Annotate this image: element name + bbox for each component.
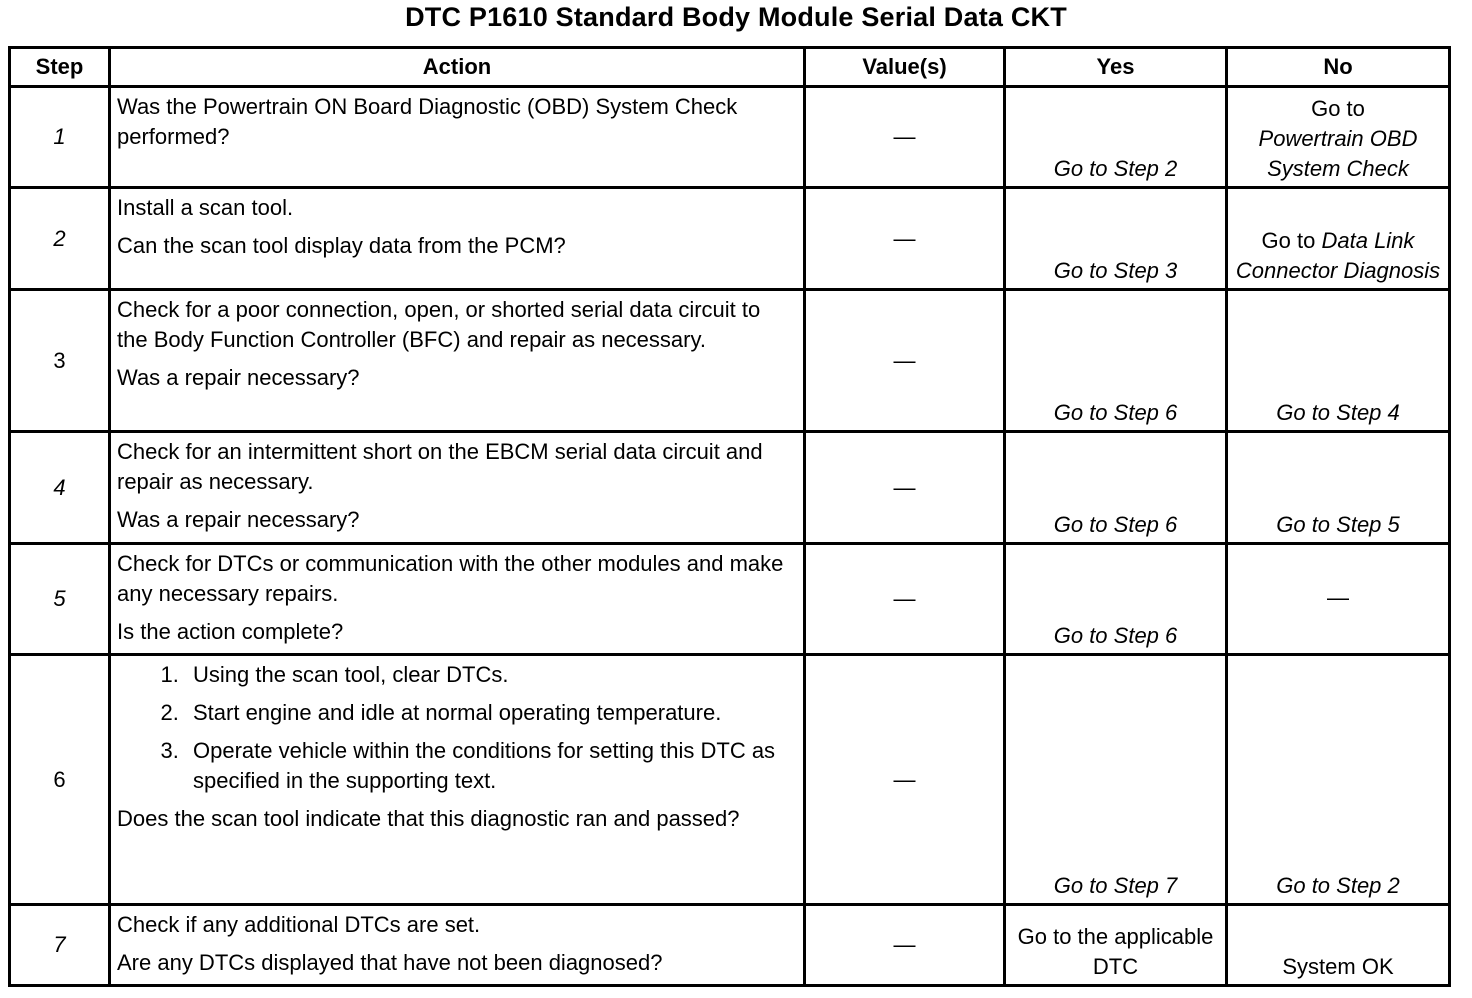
action-steps-list xyxy=(117,660,795,796)
action-question: Are any DTCs displayed that have not been diagnosed? xyxy=(117,950,663,975)
table-row xyxy=(10,905,1450,986)
value-cell: — xyxy=(805,87,1005,188)
action-cell xyxy=(110,655,805,905)
action-text: Check if any additional DTCs are set. xyxy=(117,912,481,937)
list-item: 3. Operate vehicle within the conditions for setting this DTC as specified in the supporting text. xyxy=(185,736,795,796)
yes-cell: Go to Step 3 xyxy=(1005,188,1227,290)
header-no: No xyxy=(1227,48,1450,87)
action-cell xyxy=(110,544,805,655)
no-cell: Go to Step 4 xyxy=(1227,290,1450,432)
step-number: 3 xyxy=(10,290,110,432)
yes-cell: Go to Step 6 xyxy=(1005,432,1227,544)
action-question: Was a repair necessary? xyxy=(117,507,360,532)
no-cell: System OK xyxy=(1227,905,1450,986)
step-number: 4 xyxy=(10,432,110,544)
header-step: Step xyxy=(10,48,110,87)
no-cell: Go to Step 5 xyxy=(1227,432,1450,544)
action-cell xyxy=(110,87,805,188)
action-question: Was a repair necessary? xyxy=(117,365,360,390)
header-values: Value(s) xyxy=(805,48,1005,87)
value-cell: — xyxy=(805,290,1005,432)
action-cell xyxy=(110,432,805,544)
no-link: Powertrain OBD System Check xyxy=(1258,126,1418,181)
action-text: Install a scan tool. xyxy=(117,195,294,220)
action-question: Does the scan tool indicate that this diagnostic ran and passed? xyxy=(117,806,740,831)
value-cell: — xyxy=(805,905,1005,986)
header-action: Action xyxy=(110,48,805,87)
value-cell: — xyxy=(805,655,1005,905)
table-row xyxy=(10,87,1450,188)
action-text: Check for DTCs or communication with the other modules and make any necessary repairs. xyxy=(117,551,784,606)
action-text: Check for a poor connection, open, or shorted serial data circuit to the Body Function Controller (BFC) and repair as necessary. xyxy=(117,297,761,352)
action-text: Check for an intermittent short on the EBCM serial data circuit and repair as necessary. xyxy=(117,439,763,494)
no-cell xyxy=(1227,87,1450,188)
value-cell: — xyxy=(805,188,1005,290)
step-number: 5 xyxy=(10,544,110,655)
no-cell: Go to Step 2 xyxy=(1227,655,1450,905)
table-row xyxy=(10,544,1450,655)
no-cell xyxy=(1227,188,1450,290)
table-row xyxy=(10,188,1450,290)
yes-cell: Go to the applicable DTC xyxy=(1005,905,1227,986)
no-cell: — xyxy=(1227,544,1450,655)
table-row xyxy=(10,655,1450,905)
action-cell xyxy=(110,290,805,432)
list-item: 1. Using the scan tool, clear DTCs. xyxy=(185,660,795,690)
yes-cell: Go to Step 2 xyxy=(1005,87,1227,188)
step-number: 1 xyxy=(10,87,110,188)
table-row xyxy=(10,290,1450,432)
yes-cell: Go to Step 6 xyxy=(1005,544,1227,655)
action-question: Can the scan tool display data from the PCM? xyxy=(117,233,566,258)
action-question: Is the action complete? xyxy=(117,619,344,644)
action-cell xyxy=(110,905,805,986)
step-number: 7 xyxy=(10,905,110,986)
diagnostic-table xyxy=(8,46,1451,987)
value-cell: — xyxy=(805,544,1005,655)
action-cell xyxy=(110,188,805,290)
list-item: 2. Start engine and idle at normal operating temperature. xyxy=(185,698,795,728)
header-yes: Yes xyxy=(1005,48,1227,87)
action-text: Was the Powertrain ON Board Diagnostic (OBD) System Check performed? xyxy=(117,94,738,149)
yes-cell: Go to Step 7 xyxy=(1005,655,1227,905)
no-prefix: Go to xyxy=(1311,96,1365,121)
table-header-row xyxy=(10,48,1450,87)
yes-cell: Go to Step 6 xyxy=(1005,290,1227,432)
step-number: 2 xyxy=(10,188,110,290)
no-link: Data Link Connector Diagnosis xyxy=(1235,228,1441,283)
table-row xyxy=(10,432,1450,544)
step-number: 6 xyxy=(10,655,110,905)
no-prefix: Go to xyxy=(1261,228,1316,253)
value-cell: — xyxy=(805,432,1005,544)
page-title: DTC P1610 Standard Body Module Serial Data CKT xyxy=(405,2,1067,32)
